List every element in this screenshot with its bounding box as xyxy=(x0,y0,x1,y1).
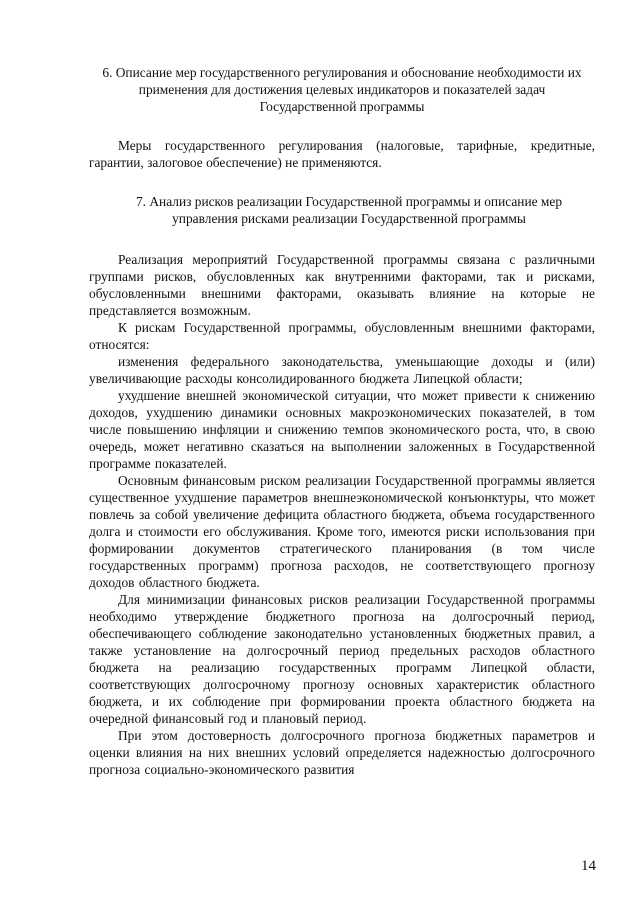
section-7-paragraph: ухудшение внешней экономической ситуации, что может привести к снижению доходов, ухудшению динамики основных макроэкономических показателей, в том числе повышению инфляции и снижению темпов экономического роста, что, в свою очередь, может негативно сказаться на выполнении заложенных в Государственной программе показателей. xyxy=(89,388,595,471)
section-7-heading: 7. Анализ рисков реализации Государственной программы и описание мер управления рисками реализации Государственной программы xyxy=(135,194,563,226)
section-7-paragraph: Для минимизации финансовых рисков реализации Государственной программы необходимо утверждение бюджетного прогноза на долгосрочный период, обеспечивающего соблюдение законодательно установленных бюджетных правил, а также установление на долгосрочный период предельных расходов областного бюджета на реализацию государственных программ Липецкой области, соответствующих долгосрочному прогнозу основных характеристик областного бюджета, и их соблюдение при формировании проекта областного бюджета на очередной финансовый год и плановый период. xyxy=(89,592,595,726)
section-7-paragraph: изменения федерального законодательства, уменьшающие доходы и (или) увеличивающие расходы консолидированного бюджета Липецкой области; xyxy=(89,354,595,386)
section-6-heading: 6. Описание мер государственного регулирования и обоснование необходимости их применения для достижения целевых индикаторов и показателей задач Государственной программы xyxy=(102,65,582,114)
section-7-paragraph: К рискам Государственной программы, обусловленным внешними факторами, относятся: xyxy=(89,320,595,352)
section-7-paragraph: Основным финансовым риском реализации Государственной программы является существенное ухудшение параметров внешнеэкономической конъюнктуры, что может повлечь за собой увеличение дефицита областного бюджета, объема государственного долга и стоимости его обслуживания. Кроме того, имеются риски использования при формировании документов стратегического планирования (в том числе государственных программ) прогноза расходов, не соответствующего прогнозу доходов областного бюджета. xyxy=(89,473,595,590)
document-page xyxy=(89,64,595,778)
section-6-paragraph: Меры государственного регулирования (налоговые, тарифные, кредитные, гарантии, залоговое обеспечение) не применяются. xyxy=(89,138,595,170)
section-7-paragraph: Реализация мероприятий Государственной программы связана с различными группами рисков, обусловленных как внутренними факторами, так и рисками, обусловленными внешними факторами, оказывать влияние на которые не представляется возможным. xyxy=(89,252,595,318)
section-7-paragraph: При этом достоверность долгосрочного прогноза бюджетных параметров и оценки влияния на них внешних условий определяется надежностью долгосрочного прогноза социально-экономического развития xyxy=(89,728,595,777)
page-number: 14 xyxy=(581,858,596,874)
